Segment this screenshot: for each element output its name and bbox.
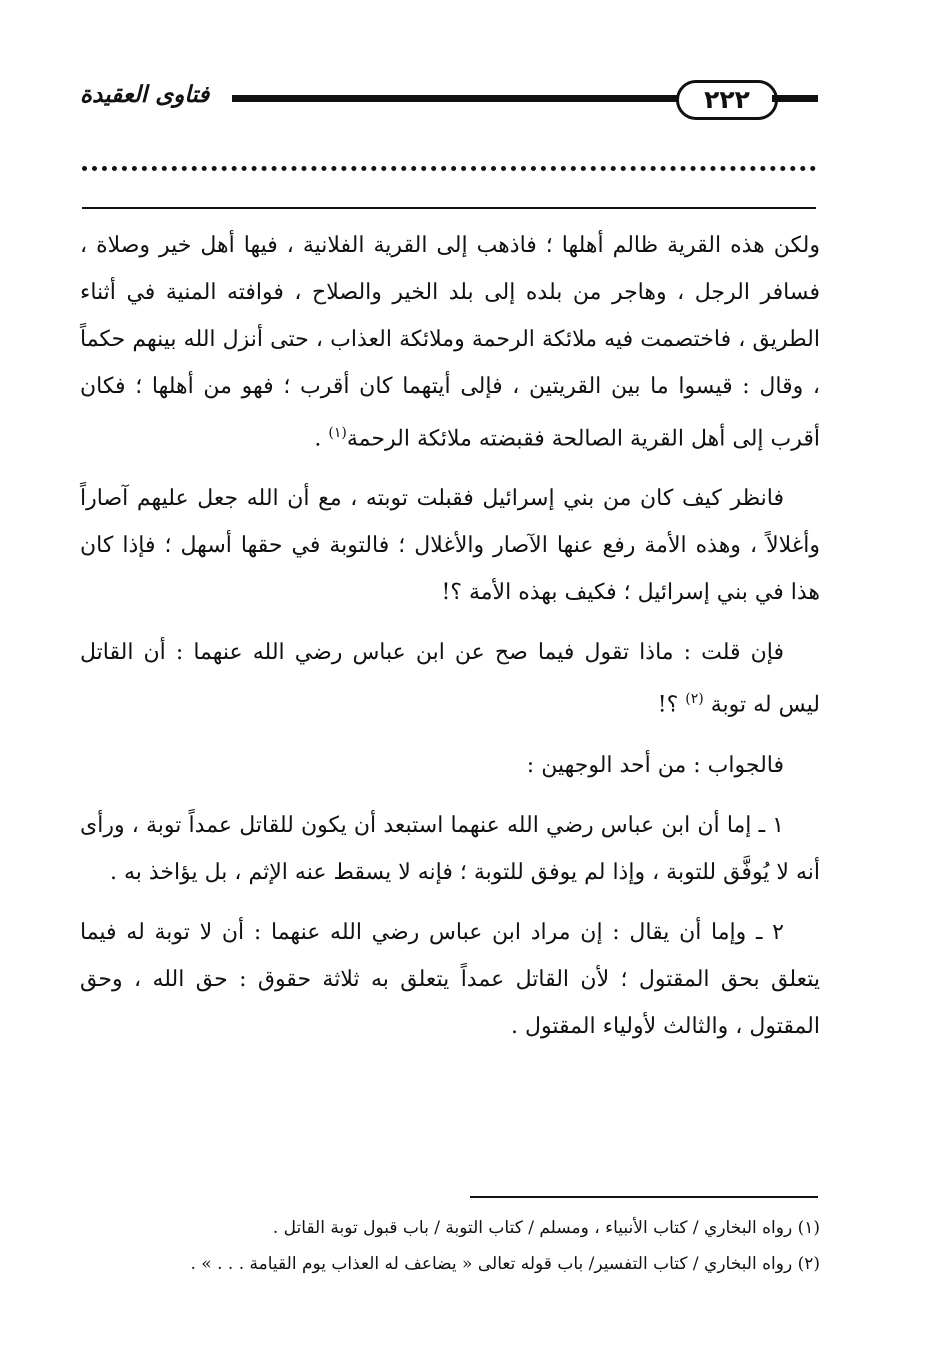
header-rule-right — [772, 95, 818, 102]
running-title: فتاوى العقيدة — [80, 82, 210, 108]
paragraph-1-text: ولكن هذه القرية ظالم أهلها ؛ فاذهب إلى القرية الفلانية ، فيها أهل خير وصلاة ، فسافر الرجل ، وهاجر من بلده إلى بلد الخير والصلاح ، فوافته المنية في أثناء الطريق ، فاختصمت فيه ملائكة الرحمة وملائكة العذاب ، حتى أنزل الله بينهم حكماً ، وقال : قيسوا ما بين القريتين ، فإلى أيتهما كان أقرب ؛ فهو من أهلها ؛ فكان أقرب إلى أهل القرية الصالحة فقبضته ملائكة الرحمة — [80, 233, 820, 452]
footnotes — [80, 1210, 820, 1282]
top-rule — [82, 207, 816, 209]
paragraph-6: ٢ ـ وإما أن يقال : إن مراد ابن عباس رضي الله عنهما : أن لا توبة له فيما يتعلق بحق المقتول ؛ لأن القاتل عمداً يتعلق به ثلاثة حقوق : حق الله ، وحق المقتول ، والثالث لأولياء المقتول . — [80, 919, 820, 1039]
paragraph-4: فالجواب : من أحد الوجهين : — [526, 752, 784, 778]
footnote-ref-1: (١) — [328, 425, 347, 441]
paragraph-3 — [80, 629, 820, 728]
paragraph-3-text: فإن قلت : ماذا تقول فيما صح عن ابن عباس رضي الله عنهما : أن القاتل ليس له توبة — [80, 640, 820, 718]
paragraph-3-end: ؟! — [657, 692, 686, 718]
footnote-1: (١) رواه البخاري / كتاب الأنبياء ، ومسلم / كتاب التوبة / باب قبول توبة القاتل . — [272, 1218, 820, 1238]
footnote-ref-2: (٢) — [685, 691, 704, 708]
paragraph-5: ١ ـ إما أن ابن عباس رضي الله عنهما استبعد أن يكون للقاتل عمداً توبة ، ورأى أنه لا يُوفَّق للتوبة ، وإذا لم يوفق للتوبة ؛ فإنه لا يسقط عنه الإثم ، بل يؤاخذ به . — [80, 812, 820, 885]
paragraph-1-end: . — [314, 426, 329, 452]
paragraph-1 — [80, 222, 820, 462]
footnote-rule — [470, 1196, 818, 1198]
footnote-2: (٢) رواه البخاري / كتاب التفسير/ باب قوله تعالى « يضاعف له العذاب يوم القيامة . . . » . — [190, 1254, 820, 1274]
dotted-separator — [82, 166, 816, 171]
paragraph-2: فانظر كيف كان من بني إسرائيل فقبلت توبته ، مع أن الله جعل عليهم آصاراً وأغلالاً ، وهذه الأمة رفع عنها الآصار والأغلال ؛ فالتوبة في حقها أسهل ؛ فإذا كان هذا في بني إسرائيل ؛ فكيف بهذه الأمة ؟! — [80, 486, 820, 606]
page-number: ٢٢٢ — [676, 80, 778, 120]
page-header — [80, 78, 818, 122]
body-text — [80, 222, 820, 1063]
